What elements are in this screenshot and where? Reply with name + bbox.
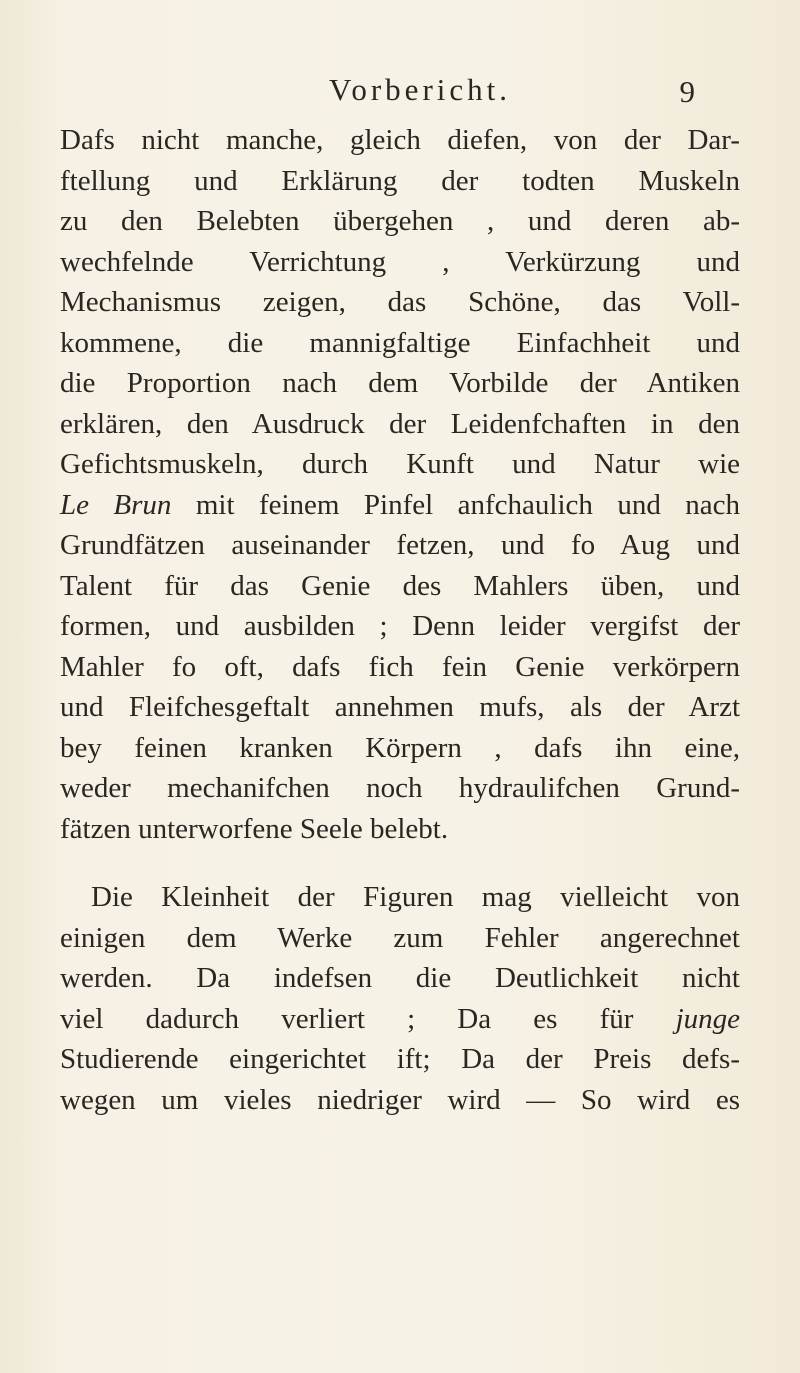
text-line: Talent für das Genie des Mahlers üben, und xyxy=(60,569,740,602)
italic-word: junge xyxy=(675,1002,740,1035)
text-line xyxy=(60,999,740,1040)
text-line: wegen um vieles niedriger wird — So wird es xyxy=(60,1083,740,1116)
text-line: Mechanismus zeigen, das Schöne, das Voll- xyxy=(60,286,740,318)
text-line: zu den Belebten übergehen , und deren ab- xyxy=(60,205,740,237)
text-line: kommene, die mannigfaltige Einfachheit und xyxy=(60,326,740,359)
running-title: Vorbericht. xyxy=(328,72,512,107)
text-line: formen, und ausbilden ; Denn leider vergifst der xyxy=(60,610,740,642)
running-head xyxy=(60,72,740,112)
text-line: Die Kleinheit der Figuren mag vielleicht von xyxy=(91,881,740,913)
text-line: Studierende eingerichtet ift; Da der Preis defs- xyxy=(60,1043,740,1075)
text-line: und Fleifchesgeftalt annehmen mufs, als der Arzt xyxy=(60,691,740,723)
text-line: ftellung und Erklärung der todten Muskeln xyxy=(60,164,740,197)
text-line: die Proportion nach dem Vorbilde der Antiken xyxy=(60,367,740,399)
text-line: Grundfätzen auseinander fetzen, und fo Aug und xyxy=(60,529,740,561)
text-line: bey feinen kranken Körpern , dafs ihn eine, xyxy=(60,731,740,764)
text-line: werden. Da indefsen die Deutlichkeit nicht xyxy=(60,962,740,994)
text-line: Dafs nicht manche, gleich diefen, von der Dar- xyxy=(60,124,740,156)
italic-name: Le Brun xyxy=(60,488,172,521)
text-line xyxy=(60,485,740,526)
paragraph-1 xyxy=(60,120,740,849)
text-run: viel dadurch verliert ; Da es für xyxy=(60,1002,676,1035)
paragraph-2 xyxy=(60,877,740,1120)
page-number: 9 xyxy=(679,74,695,109)
text-run: mit feinem Pinfel anfchaulich und nach xyxy=(171,488,740,521)
text-line: erklären, den Ausdruck der Leidenfchaften in den xyxy=(60,407,740,440)
text-line: wechfelnde Verrichtung , Verkürzung und xyxy=(60,245,740,278)
text-line: Gefichtsmuskeln, durch Kunft und Natur wie xyxy=(60,448,740,480)
text-line: fätzen unterworfene Seele belebt. xyxy=(60,812,449,845)
text-line: Mahler fo oft, dafs fich fein Genie verkörpern xyxy=(60,650,740,683)
text-line: einigen dem Werke zum Fehler angerechnet xyxy=(60,921,740,954)
text-line: weder mechanifchen noch hydraulifchen Grund- xyxy=(60,772,740,804)
